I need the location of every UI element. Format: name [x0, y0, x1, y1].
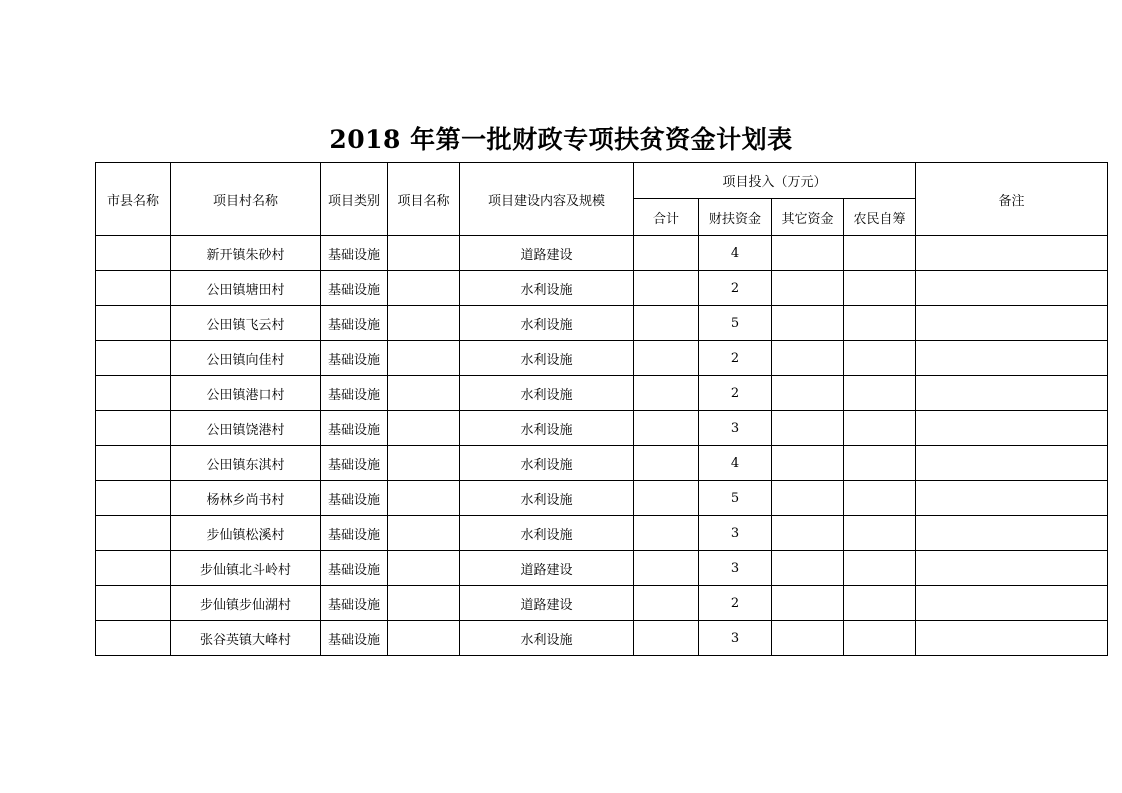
cell-category: 基础设施 — [321, 411, 388, 446]
cell-county — [96, 411, 171, 446]
cell-project-name — [388, 411, 460, 446]
header-other: 其它资金 — [772, 199, 844, 236]
cell-total — [634, 376, 699, 411]
cell-content: 水利设施 — [460, 341, 634, 376]
header-content: 项目建设内容及规模 — [460, 163, 634, 236]
cell-fiscal: 5 — [699, 306, 772, 341]
table-row — [96, 621, 1108, 656]
table-row — [96, 481, 1108, 516]
cell-project-name — [388, 376, 460, 411]
cell-content: 水利设施 — [460, 306, 634, 341]
cell-project-name — [388, 621, 460, 656]
cell-village: 新开镇朱砂村 — [171, 236, 321, 271]
cell-farmer — [844, 411, 916, 446]
cell-farmer — [844, 341, 916, 376]
cell-category: 基础设施 — [321, 621, 388, 656]
cell-category: 基础设施 — [321, 376, 388, 411]
cell-village: 公田镇饶港村 — [171, 411, 321, 446]
cell-farmer — [844, 446, 916, 481]
cell-other — [772, 411, 844, 446]
cell-remark — [916, 481, 1108, 516]
cell-farmer — [844, 376, 916, 411]
cell-fiscal: 3 — [699, 411, 772, 446]
cell-county — [96, 306, 171, 341]
cell-fiscal: 3 — [699, 516, 772, 551]
cell-farmer — [844, 586, 916, 621]
cell-project-name — [388, 306, 460, 341]
cell-remark — [916, 586, 1108, 621]
table-row — [96, 586, 1108, 621]
cell-total — [634, 586, 699, 621]
cell-category: 基础设施 — [321, 236, 388, 271]
cell-content: 水利设施 — [460, 621, 634, 656]
cell-project-name — [388, 551, 460, 586]
cell-category: 基础设施 — [321, 481, 388, 516]
cell-other — [772, 481, 844, 516]
header-county: 市县名称 — [96, 163, 171, 236]
table-row — [96, 551, 1108, 586]
cell-village: 杨林乡尚书村 — [171, 481, 321, 516]
cell-fiscal: 3 — [699, 621, 772, 656]
cell-category: 基础设施 — [321, 586, 388, 621]
cell-village: 步仙镇松溪村 — [171, 516, 321, 551]
cell-county — [96, 376, 171, 411]
cell-other — [772, 446, 844, 481]
cell-project-name — [388, 516, 460, 551]
table-row — [96, 446, 1108, 481]
cell-content: 水利设施 — [460, 481, 634, 516]
cell-category: 基础设施 — [321, 271, 388, 306]
cell-other — [772, 341, 844, 376]
cell-farmer — [844, 306, 916, 341]
header-fiscal: 财扶资金 — [699, 199, 772, 236]
cell-county — [96, 236, 171, 271]
cell-farmer — [844, 271, 916, 306]
cell-county — [96, 586, 171, 621]
cell-project-name — [388, 446, 460, 481]
cell-county — [96, 271, 171, 306]
cell-other — [772, 516, 844, 551]
cell-category: 基础设施 — [321, 341, 388, 376]
cell-village: 步仙镇步仙湖村 — [171, 586, 321, 621]
cell-content: 道路建设 — [460, 236, 634, 271]
cell-total — [634, 551, 699, 586]
cell-project-name — [388, 481, 460, 516]
cell-farmer — [844, 516, 916, 551]
cell-content: 水利设施 — [460, 516, 634, 551]
cell-total — [634, 621, 699, 656]
cell-village: 公田镇港口村 — [171, 376, 321, 411]
header-village: 项目村名称 — [171, 163, 321, 236]
cell-other — [772, 271, 844, 306]
cell-total — [634, 411, 699, 446]
cell-total — [634, 306, 699, 341]
cell-fiscal: 2 — [699, 376, 772, 411]
cell-fiscal: 2 — [699, 586, 772, 621]
cell-fiscal: 4 — [699, 236, 772, 271]
cell-county — [96, 341, 171, 376]
cell-total — [634, 516, 699, 551]
table-row — [96, 236, 1108, 271]
cell-remark — [916, 376, 1108, 411]
header-total: 合计 — [634, 199, 699, 236]
cell-remark — [916, 306, 1108, 341]
header-category: 项目类别 — [321, 163, 388, 236]
cell-project-name — [388, 586, 460, 621]
cell-other — [772, 306, 844, 341]
cell-content: 水利设施 — [460, 376, 634, 411]
page-title: 2018 年第一批财政专项扶贫资金计划表 — [329, 125, 793, 154]
cell-farmer — [844, 621, 916, 656]
cell-village: 公田镇东淇村 — [171, 446, 321, 481]
header-farmer: 农民自筹 — [844, 199, 916, 236]
cell-category: 基础设施 — [321, 306, 388, 341]
cell-other — [772, 376, 844, 411]
cell-fiscal: 2 — [699, 341, 772, 376]
cell-county — [96, 551, 171, 586]
table-row — [96, 376, 1108, 411]
cell-other — [772, 236, 844, 271]
header-investment: 项目投入（万元） — [634, 163, 916, 199]
cell-fiscal: 3 — [699, 551, 772, 586]
table-row — [96, 411, 1108, 446]
cell-content: 道路建设 — [460, 586, 634, 621]
cell-farmer — [844, 236, 916, 271]
cell-village: 张谷英镇大峰村 — [171, 621, 321, 656]
cell-village: 公田镇向佳村 — [171, 341, 321, 376]
cell-county — [96, 446, 171, 481]
cell-content: 水利设施 — [460, 446, 634, 481]
cell-remark — [916, 341, 1108, 376]
cell-remark — [916, 621, 1108, 656]
cell-category: 基础设施 — [321, 516, 388, 551]
cell-total — [634, 271, 699, 306]
cell-project-name — [388, 341, 460, 376]
cell-total — [634, 236, 699, 271]
cell-other — [772, 586, 844, 621]
cell-category: 基础设施 — [321, 551, 388, 586]
table-row — [96, 271, 1108, 306]
fund-plan-table — [95, 162, 1108, 656]
cell-fiscal: 5 — [699, 481, 772, 516]
table-row — [96, 516, 1108, 551]
cell-content: 道路建设 — [460, 551, 634, 586]
cell-county — [96, 516, 171, 551]
cell-remark — [916, 516, 1108, 551]
cell-other — [772, 551, 844, 586]
cell-farmer — [844, 551, 916, 586]
cell-remark — [916, 446, 1108, 481]
cell-total — [634, 446, 699, 481]
cell-remark — [916, 236, 1108, 271]
header-row — [96, 163, 1108, 199]
cell-county — [96, 621, 171, 656]
cell-remark — [916, 411, 1108, 446]
cell-other — [772, 621, 844, 656]
cell-category: 基础设施 — [321, 446, 388, 481]
cell-project-name — [388, 236, 460, 271]
cell-project-name — [388, 271, 460, 306]
cell-farmer — [844, 481, 916, 516]
table-row — [96, 341, 1108, 376]
cell-content: 水利设施 — [460, 411, 634, 446]
cell-fiscal: 2 — [699, 271, 772, 306]
cell-county — [96, 481, 171, 516]
cell-content: 水利设施 — [460, 271, 634, 306]
cell-total — [634, 341, 699, 376]
cell-village: 公田镇塘田村 — [171, 271, 321, 306]
cell-village: 步仙镇北斗岭村 — [171, 551, 321, 586]
cell-remark — [916, 551, 1108, 586]
cell-village: 公田镇飞云村 — [171, 306, 321, 341]
cell-fiscal: 4 — [699, 446, 772, 481]
cell-total — [634, 481, 699, 516]
header-remark: 备注 — [916, 163, 1108, 236]
table-row — [96, 306, 1108, 341]
header-project-name: 项目名称 — [388, 163, 460, 236]
cell-remark — [916, 271, 1108, 306]
